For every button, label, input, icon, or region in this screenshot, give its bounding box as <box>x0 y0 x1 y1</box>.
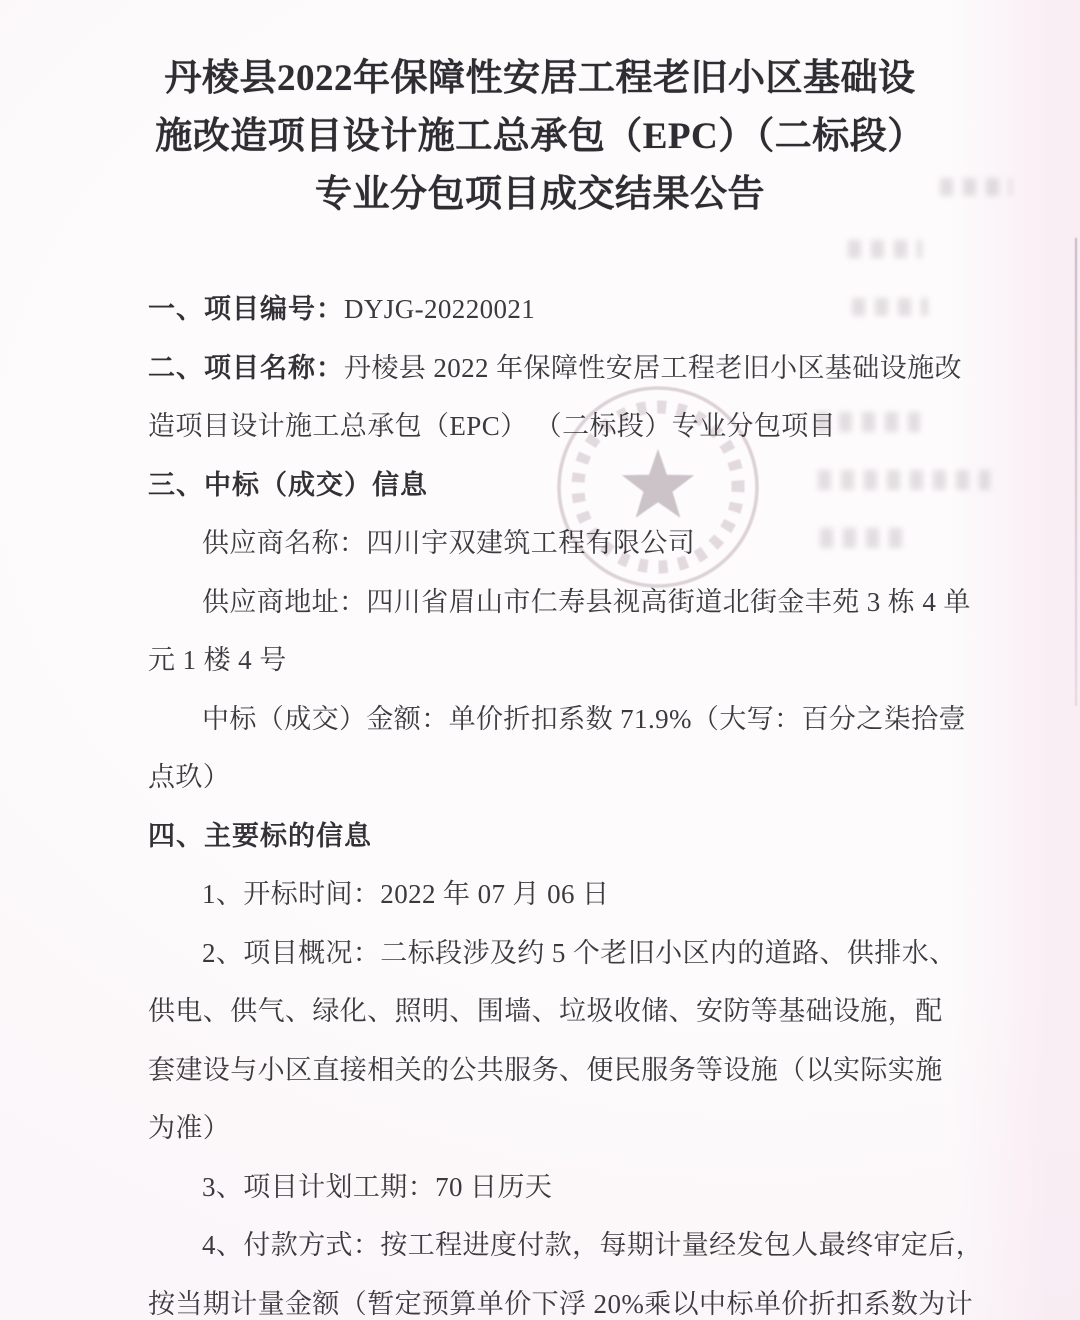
section-label: 四、主要标的信息 <box>148 820 372 851</box>
title-line-1: 丹棱县2022年保障性安居工程老旧小区基础设 <box>164 58 916 99</box>
line-text: 供应商名称：四川宇双建筑工程有限公司 <box>202 528 696 558</box>
line-text: 按当期计量金额（暂定预算单价下浮 20%乘以中标单价折扣系数为计 <box>148 1288 974 1319</box>
body-line <box>148 631 948 690</box>
line-text: 3、项目计划工期：70 日历天 <box>202 1171 553 1202</box>
body-line <box>148 339 962 398</box>
section-label: 二、项目名称： <box>148 352 344 383</box>
line-text: 供应商地址：四川省眉山市仁寿县视高街道北街金丰苑 3 栋 4 单 <box>202 586 971 617</box>
bleed-through-text <box>848 240 922 258</box>
body-line <box>148 748 948 807</box>
title-line-2: 施改造项目设计施工总承包（EPC）（二标段） <box>155 116 925 157</box>
body-line <box>148 456 948 515</box>
body-line <box>148 1158 948 1217</box>
body-line <box>148 1041 948 1100</box>
line-text: 丹棱县 2022 年保障性安居工程老旧小区基础设施改 <box>344 352 962 383</box>
body-line <box>148 397 948 456</box>
section-label: 一、项目编号： <box>148 294 344 324</box>
line-text: 1、开标时间：2022 年 07 月 06 日 <box>202 879 610 909</box>
line-text: 供电、供气、绿化、照明、围墙、垃圾收储、安防等基础设施，配 <box>148 996 943 1026</box>
document-title <box>0 50 1080 224</box>
line-text: 2、项目概况：二标段涉及约 5 个老旧小区内的道路、供排水、 <box>202 937 957 968</box>
line-text: 中标（成交）金额：单价折扣系数 71.9%（大写：百分之柒拾壹 <box>202 703 966 734</box>
line-text: 4、付款方式：按工程进度付款，每期计量经发包人最终审定后， <box>202 1230 984 1260</box>
document-body <box>148 280 984 1320</box>
line-text: 为准） <box>148 1113 231 1143</box>
title-line-3: 专业分包项目成交结果公告 <box>315 174 765 215</box>
body-line <box>148 573 971 632</box>
body-line <box>148 690 966 749</box>
body-line <box>148 982 948 1041</box>
body-line <box>148 1216 984 1275</box>
body-line <box>148 280 948 339</box>
body-line <box>148 924 957 983</box>
body-line <box>148 1099 948 1158</box>
body-line <box>148 865 948 924</box>
line-text: DYJG-20220021 <box>344 294 536 324</box>
body-line <box>148 514 948 573</box>
body-line <box>148 1275 974 1320</box>
body-line <box>148 807 948 866</box>
line-text: 套建设与小区直接相关的公共服务、便民服务等设施（以实际实施 <box>148 1054 943 1085</box>
page-edge-shadow <box>1075 238 1077 706</box>
line-text: 元 1 楼 4 号 <box>148 645 287 675</box>
line-text: 造项目设计施工总承包（EPC） （二标段）专业分包项目 <box>148 411 837 441</box>
section-label: 三、中标（成交）信息 <box>148 469 428 500</box>
line-text: 点玖） <box>148 762 231 792</box>
